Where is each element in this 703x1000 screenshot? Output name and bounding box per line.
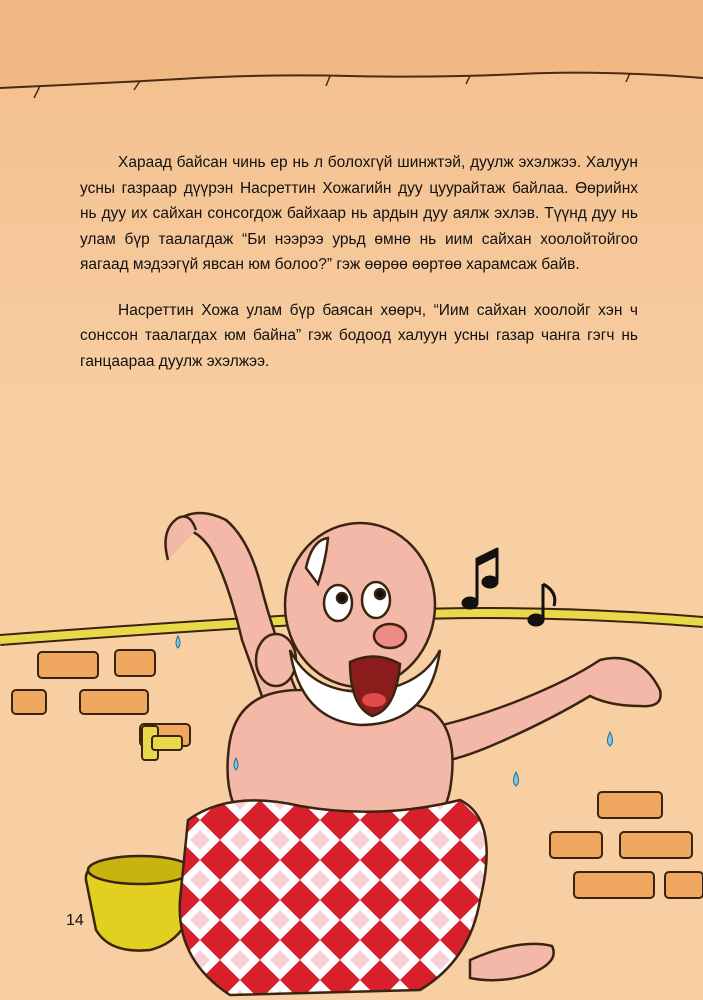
bricks-right [550, 792, 703, 898]
paragraph-2: Насреттин Хожа улам бүр баясан хөөрч, “Иим сайхан хоолойг хэн ч сонссон таалагдах юм байна” гэж бодоод халуун усны газар чанга гэгч нь ганцаараа дуулж эхэлжээ. [80, 301, 638, 370]
bath-illustration [0, 500, 703, 1000]
bricks-left [12, 650, 190, 746]
page-number: 14 [66, 912, 84, 929]
paragraph-1: Хараад байсан чинь ер нь л болохгүй шинжтэй, дуулж эхэлжээ. Халуун усны газраар дүүрэн Насреттин Хожагийн дуу цуурайтаж байлаа. Өөрийнх нь дуу их сайхан сонсогдож байхаар нь ардын дуу аялж эхлэв. Түүнд дуу нь улам бүр таалагдаж “Би нээрээ урьд өмнө нь иим сайхан хоолойтойгоо яагаад мэдээгүй явсан юм болоо?” гэж өөрөө өөртөө харамсаж байв. [80, 154, 638, 273]
ceiling-arch [0, 0, 703, 110]
singing-man-icon [166, 513, 661, 995]
story-text [80, 150, 638, 394]
